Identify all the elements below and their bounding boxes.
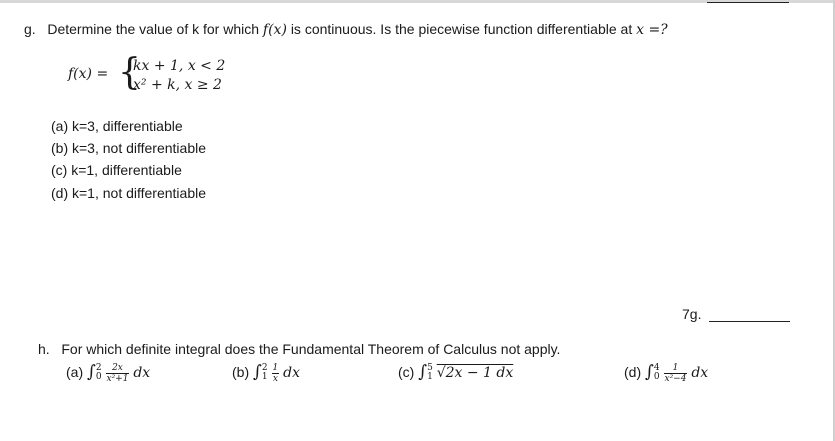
integral-sign: ∫ (253, 362, 262, 382)
previous-answer-line (707, 2, 789, 3)
piecewise-case-1: kx + 1, x < 2 (133, 58, 226, 74)
option-h-a-label: (a) (66, 364, 84, 380)
option-g-b[interactable]: (b) k=3, not differentiable (51, 140, 207, 156)
differential: dx (133, 365, 151, 381)
piecewise-lhs: f(x) = (68, 66, 109, 82)
integrand-fraction: $\frac{2x}{\text{x²+1}}$ (106, 362, 129, 384)
differential: dx (691, 365, 709, 381)
integrand-fraction: $\frac{1}{\text{x²−4}}$ (664, 362, 687, 384)
question-g-number: g. (24, 21, 36, 37)
option-g-a[interactable]: (a) k=3, differentiable (51, 118, 183, 134)
question-g-at: x =? (636, 22, 668, 38)
integral-sign: ∫ (418, 362, 428, 382)
question-h-prompt (38, 341, 560, 357)
option-g-c[interactable]: (c) k=1, differentiable (51, 162, 182, 178)
option-g-d[interactable]: (d) k=1, not differentiable (51, 185, 207, 201)
integral-limits: 2 0 (95, 363, 102, 383)
integral-limits: 4 0 (653, 363, 660, 383)
option-h-d[interactable] (624, 362, 708, 384)
integrand-fraction: $\frac{1}{x}$ (272, 362, 279, 384)
option-h-a[interactable] (66, 362, 150, 384)
question-h-number: h. (38, 341, 50, 357)
option-h-d-label: (d) (624, 364, 642, 380)
option-h-b[interactable] (232, 362, 300, 384)
answer-label-7g: 7g. (682, 306, 702, 322)
option-h-c[interactable] (398, 362, 513, 382)
option-h-b-label: (b) (232, 364, 250, 380)
integral-limits: 2 1 (261, 363, 268, 383)
integrand-radical: √2x − 1 dx (436, 365, 514, 381)
question-g-func: f(x) (262, 22, 287, 38)
question-h-text: For which definite integral does the Fundamental Theorem of Calculus not apply. (61, 341, 561, 357)
piecewise-case-2: x² + k, x ≥ 2 (133, 77, 222, 93)
integral-limits: 5 1 (427, 363, 433, 383)
question-g-text2: is continuous. Is the piecewise function differentiable at (290, 21, 633, 37)
differential: dx (283, 365, 300, 381)
option-h-c-label: (c) (398, 364, 415, 380)
integral-sign: ∫ (645, 362, 654, 382)
question-g-prompt (24, 21, 668, 38)
piecewise-brace: { (118, 52, 141, 93)
question-g-text: Determine the value of k for which (47, 21, 260, 37)
answer-blank-7g[interactable] (709, 321, 790, 322)
integral-sign: ∫ (87, 362, 96, 382)
